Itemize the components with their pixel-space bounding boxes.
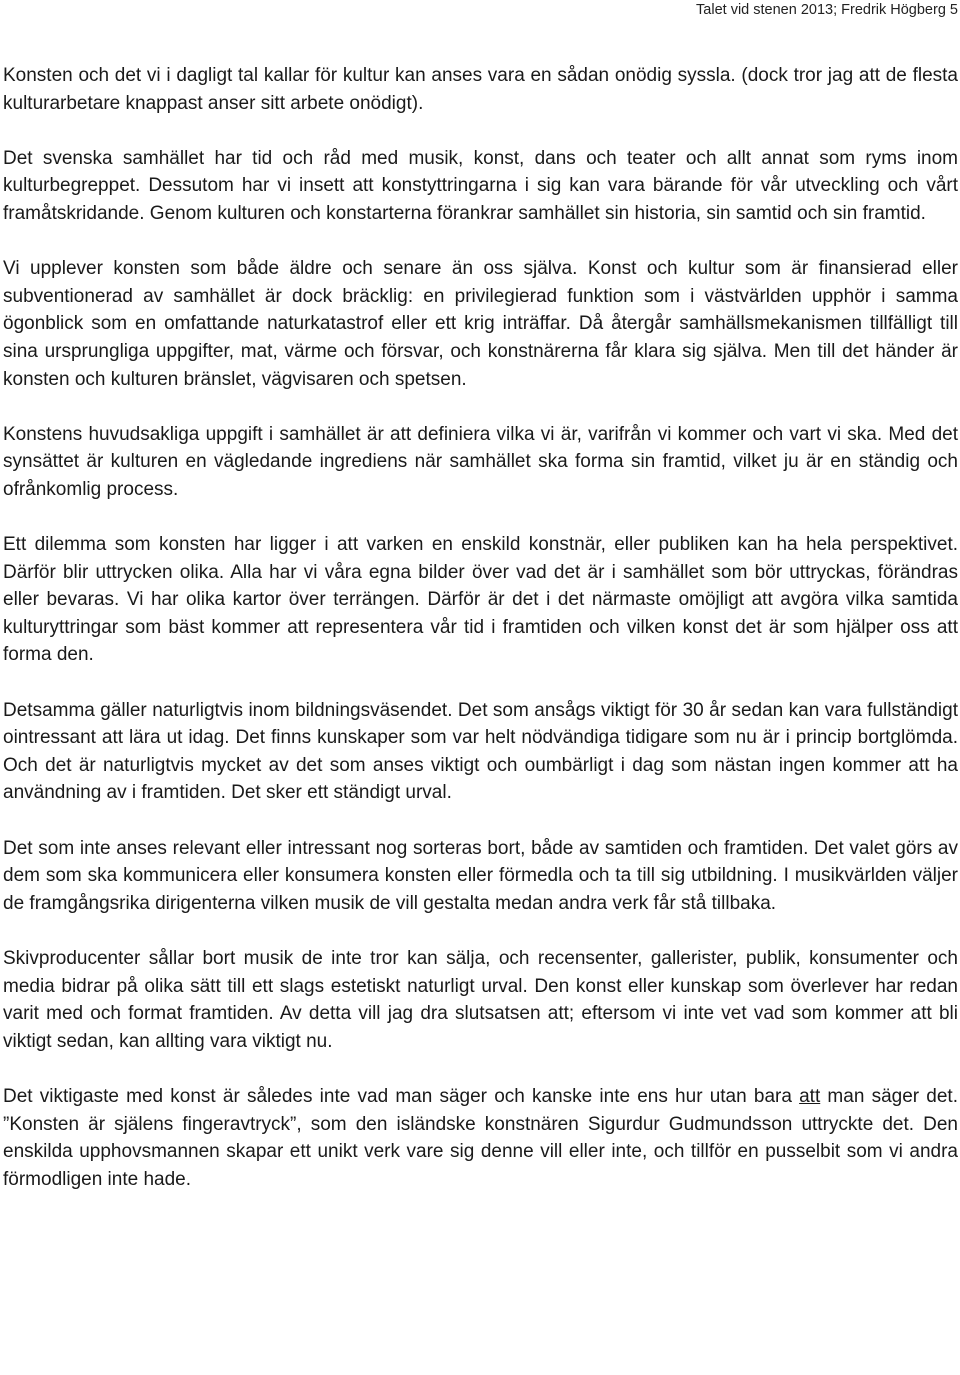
paragraph-text: man säger det. ”Konsten är själens fingeravtryck”, som den isländske konstnären Sigurdur Gudmundsson uttryckte det. Den enskilda upphovsmannen skapar ett unikt verk vare sig denne vill eller inte, och tillför en pusselbit som vi andra förmodligen inte hade. — [3, 1085, 958, 1190]
paragraph-text: Det viktigaste med konst är således inte vad man säger och kanske inte ens hur utan bara — [3, 1085, 800, 1107]
underlined-word: att — [799, 1085, 821, 1107]
paragraph: Konsten och det vi i dagligt tal kallar för kultur kan anses vara en sådan onödig syssla. (dock tror jag att de flesta kulturarbetare knappast anser sitt arbete onödigt). — [3, 65, 958, 114]
paragraph: Det svenska samhället har tid och råd med musik, konst, dans och teater och allt annat som ryms inom kulturbegreppet. Dessutom har vi insett att konstyttringarna i sig kan vara bärande för vår utveckling och vårt framåtskridande. Genom kulturen och konstarterna förankrar samhället sin historia, sin samtid och sin framtid. — [3, 147, 958, 224]
paragraph: Det som inte anses relevant eller intressant nog sorteras bort, både av samtiden och framtiden. Det valet görs av dem som ska kommunicera eller konsumera konsten eller förmedla och ta till sig utbildning. I musikvärlden väljer de framgångsrika dirigenterna vilken musik de vill gestalta medan andra verk får stå tillbaka. — [3, 837, 958, 914]
running-header: Talet vid stenen 2013; Fredrik Högberg 5 — [696, 2, 958, 18]
paragraph: Skivproducenter sållar bort musik de inte tror kan sälja, och recensenter, gallerister, publik, konsumenter och media bidrar på olika sätt till ett slags estetiskt naturligt urval. Den konst eller kunskap som överlever har redan varit med och format framtiden. Av detta vill jag dra slutsatsen att; eftersom vi inte vet vad som kommer att bli viktigt sedan, kan allting vara viktigt nu. — [3, 948, 958, 1052]
paragraph: Vi upplever konsten som både äldre och senare än oss själva. Konst och kultur som är finansierad eller subventionerad av samhället är dock bräcklig: en privilegierad funktion som i västvärlden upphör i samma ögonblick som en omfattande naturkatastrof eller ett krig inträffar. Då återgår samhällsmekanismen tillfälligt till sina ursprungliga uppgifter, mat, värme och försvar, och konstnärerna får klara sig själva. Men till det händer är konsten och kulturen bränslet, vägvisaren och spetsen. — [3, 258, 958, 390]
paragraph: Detsamma gäller naturligtvis inom bildningsväsendet. Det som ansågs viktigt för 30 år sedan kan vara fullständigt ointressant att lära ut idag. Det finns kunskaper som var helt nödvändiga tidigare som nu är i princip bortglömda. Och det är naturligtvis mycket av det som anses viktigt och oumbärligt i dag som nästan ingen kommer att ha användning av i framtiden. Det sker ett ständigt urval. — [3, 699, 958, 804]
paragraph: Konstens huvudsakliga uppgift i samhället är att definiera vilka vi är, varifrån vi kommer och vart vi ska. Med det synsättet är kulturen en vägledande ingrediens när samhället ska forma sin framtid, vilket ju är en ständig och ofrånkomlig process. — [3, 423, 958, 500]
paragraph — [3, 1083, 958, 1193]
paragraph: Ett dilemma som konsten har ligger i att varken en enskild konstnär, eller publiken kan ha hela perspektivet. Därför blir uttrycken olika. Alla har vi våra egna bilder över vad det är i samhället som bör uttryckas, förändras eller bevaras. Vi har olika kartor över terrängen. Därför är det i det närmaste omöjligt att avgöra vilka samtida kulturyttringar som bäst kommer att representera vår tid i framtiden och vilken konst det är som hjälper oss att forma den. — [3, 534, 958, 666]
document-body — [3, 62, 958, 1193]
